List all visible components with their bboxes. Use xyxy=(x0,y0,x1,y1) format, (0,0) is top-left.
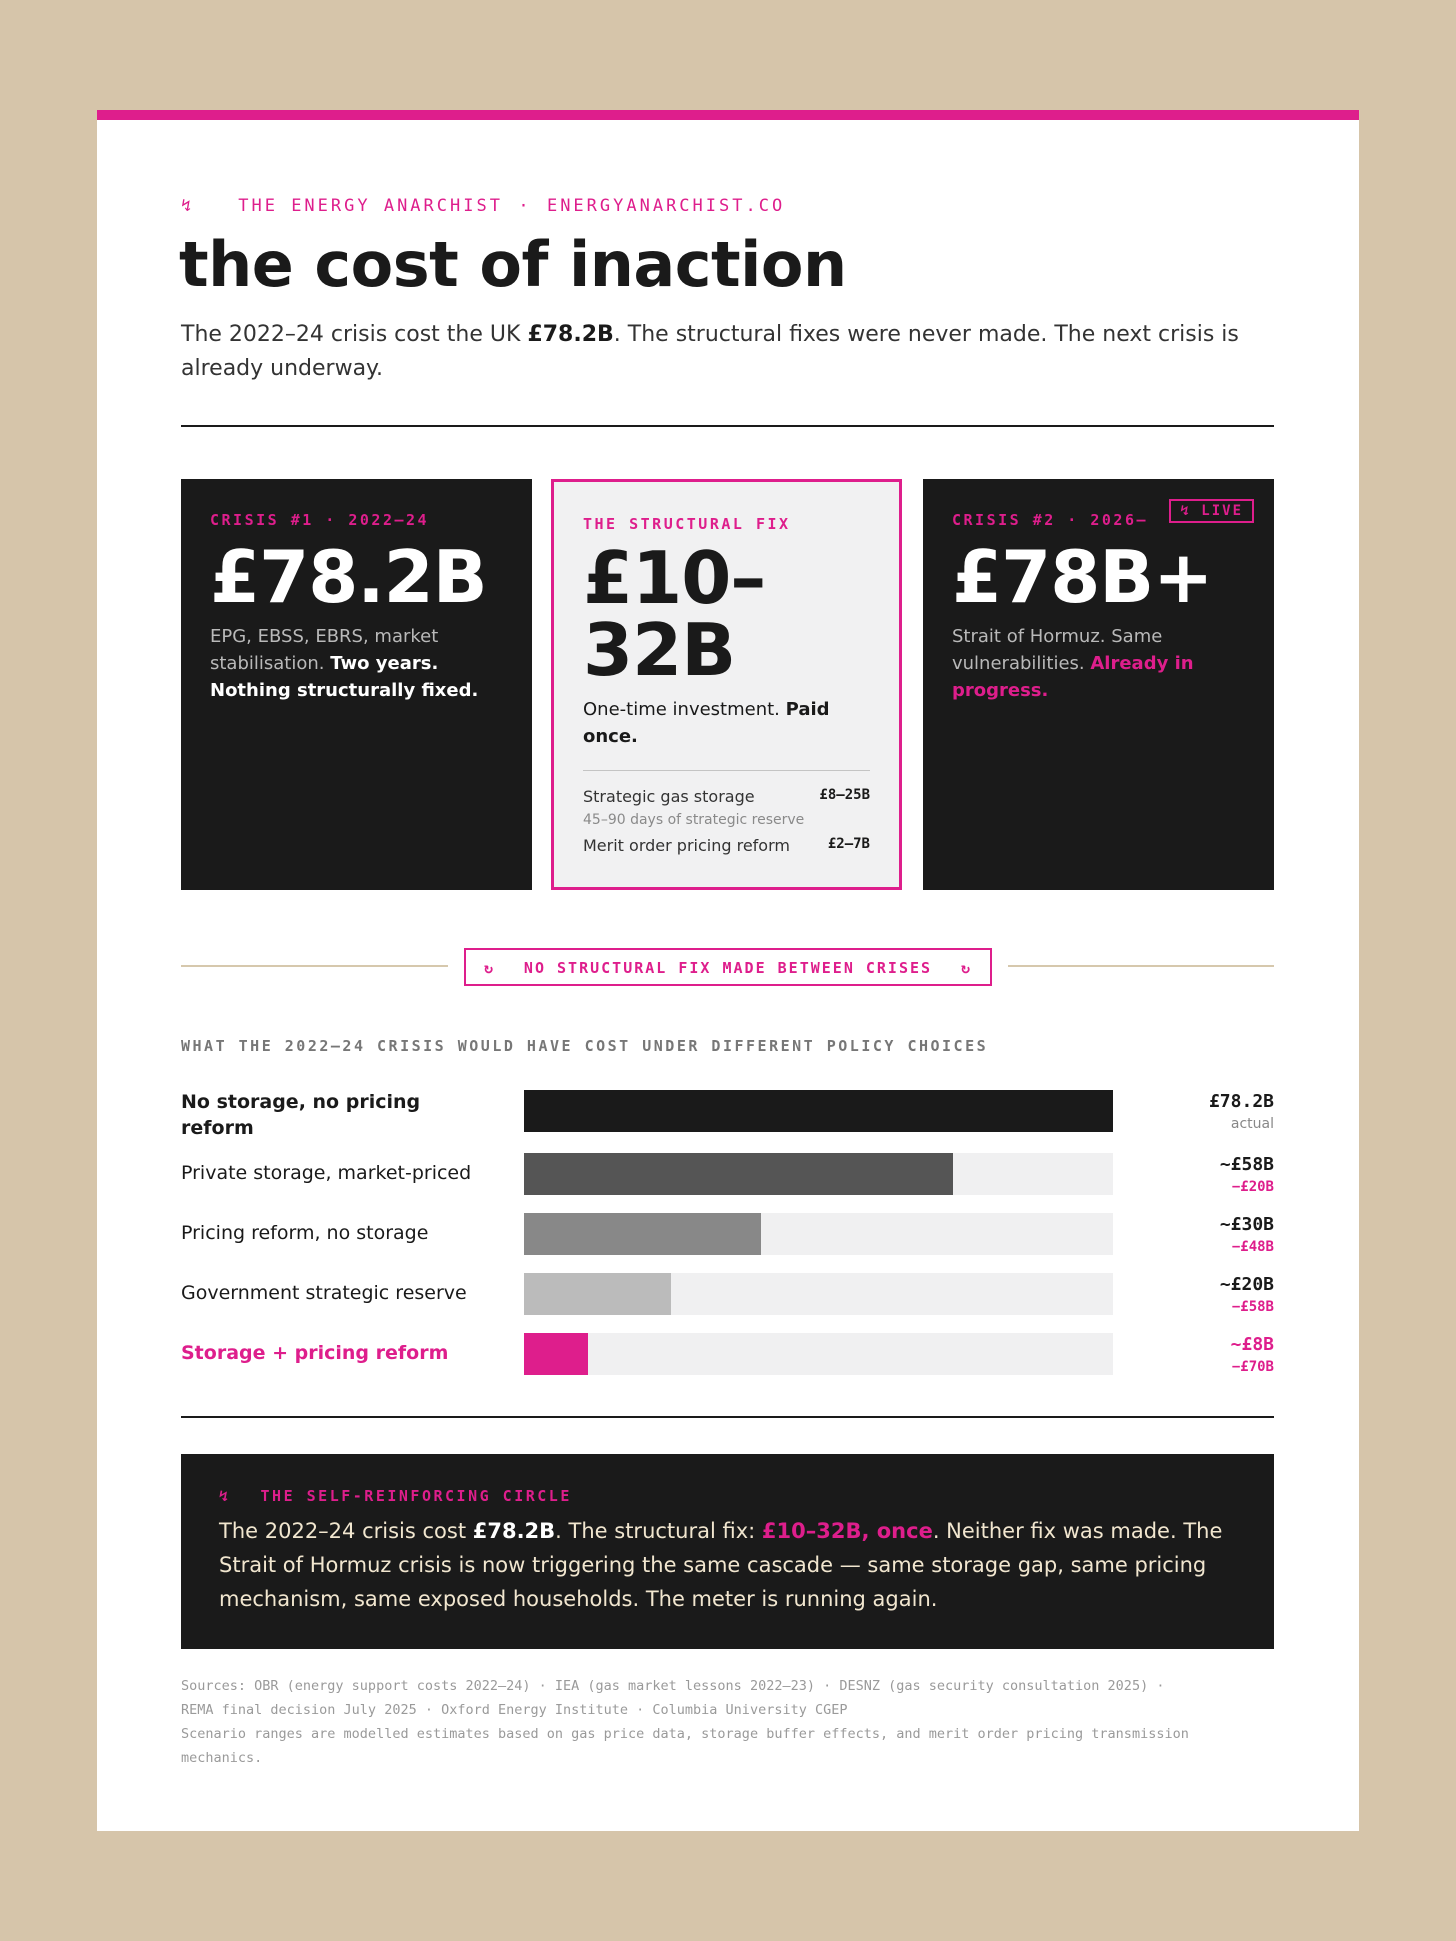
bar-track xyxy=(524,1273,1113,1315)
bar xyxy=(524,1273,671,1315)
callout-kicker xyxy=(219,1487,572,1505)
bar xyxy=(524,1333,588,1375)
self-reinforcing-callout xyxy=(181,1454,1274,1649)
fix-divider xyxy=(583,770,870,771)
bar-label: Pricing reform, no storage xyxy=(181,1222,429,1244)
fix-item-label: Merit order pricing reform xyxy=(583,836,790,855)
bar-track xyxy=(524,1213,1113,1255)
fix-item-pricing xyxy=(583,836,870,855)
page-title: the cost of inaction xyxy=(179,228,847,301)
fix-desc-emphasis: Paid once. xyxy=(583,699,830,747)
divider-line-left xyxy=(181,965,448,967)
callout-body xyxy=(219,1514,1249,1616)
sources-line-3: Scenario ranges are modelled estimates based on gas price data, storage buffer effects, and merit order pricing transmission mechanics. xyxy=(181,1726,1189,1766)
bar-sub-label: −£58B xyxy=(1231,1299,1274,1315)
bar-sub-label: −£20B xyxy=(1231,1179,1274,1195)
page-lede xyxy=(181,318,1281,386)
callout-text-2: . The structural fix: xyxy=(555,1519,762,1543)
bar-sub-label: actual xyxy=(1230,1116,1274,1132)
fix-desc-text: One-time investment. xyxy=(583,699,786,720)
bar-track xyxy=(524,1153,1113,1195)
no-fix-banner xyxy=(464,948,992,986)
chart-title: WHAT THE 2022–24 CRISIS WOULD HAVE COST UNDER DIFFERENT POLICY CHOICES xyxy=(181,1037,989,1055)
no-fix-banner-label: NO STRUCTURAL FIX MADE BETWEEN CRISES xyxy=(523,959,933,977)
callout-kicker-text: THE SELF-REINFORCING CIRCLE xyxy=(260,1487,572,1505)
lede-amount: £78.2B xyxy=(527,322,614,347)
fix-amount-line-1: £10– xyxy=(583,536,766,620)
infographic-page xyxy=(97,110,1359,1831)
bar-value-label: £78.2B xyxy=(1208,1091,1274,1112)
bar-sub-label: −£48B xyxy=(1231,1239,1274,1255)
bar-track xyxy=(524,1090,1113,1132)
live-badge: ↯ LIVE xyxy=(1169,499,1254,523)
divider-rule-bottom xyxy=(181,1416,1274,1418)
brand-separator: · xyxy=(518,196,532,216)
lede-text-2: . The structural fixes were never made. The next crisis is already underway. xyxy=(181,322,1239,381)
bar-label: Storage + pricing reform xyxy=(181,1342,449,1364)
callout-fix-amount: £10–32B, once xyxy=(761,1519,933,1543)
crisis-1-amount: £78.2B xyxy=(210,535,487,619)
bar-label: Private storage, market-priced xyxy=(181,1162,472,1184)
fix-item-note: 45–90 days of strategic reserve xyxy=(583,812,805,828)
brand-name: THE ENERGY ANARCHIST xyxy=(238,196,503,216)
bar-label: No storage, no pricing reform xyxy=(181,1091,421,1139)
cycle-icon: ↻ xyxy=(484,959,496,977)
crisis-2-card xyxy=(923,479,1274,890)
accent-top-bar xyxy=(97,110,1359,120)
callout-text-3: . Neither fix was made. The Strait of Hormuz crisis is now triggering the same cascade — same storage gap, same pricing mechanism, same exposed households. The meter is running again. xyxy=(219,1519,1223,1611)
crisis-2-kicker: CRISIS #2 · 2026– xyxy=(952,511,1149,529)
crisis-2-desc-emphasis: Already in progress. xyxy=(952,653,1194,701)
crisis-1-card xyxy=(181,479,532,890)
brand-line xyxy=(181,196,785,216)
crisis-1-desc-emphasis: Two years. Nothing structurally fixed. xyxy=(210,653,479,701)
crisis-2-description xyxy=(952,623,1242,704)
crisis-1-desc-text: EPG, EBSS, EBRS, market stabilisation. xyxy=(210,626,439,674)
structural-fix-card xyxy=(551,479,902,890)
fix-amount xyxy=(583,536,766,692)
callout-text-1: The 2022–24 crisis cost xyxy=(219,1519,473,1543)
callout-amount: £78.2B xyxy=(472,1519,556,1543)
crisis-1-description xyxy=(210,623,500,704)
bar xyxy=(524,1090,1113,1132)
sources-line-2: REMA final decision July 2025 · Oxford Energy Institute · Columbia University CGEP xyxy=(181,1702,848,1718)
brand-url: ENERGYANARCHIST.CO xyxy=(546,196,786,216)
fix-item-storage xyxy=(583,787,870,806)
fix-amount-line-2: 32B xyxy=(583,608,736,692)
bar-value-label: ~£58B xyxy=(1219,1154,1274,1175)
fix-description xyxy=(583,696,873,750)
divider-rule-top xyxy=(181,425,1274,427)
bar-value-label: ~£30B xyxy=(1219,1214,1274,1235)
fix-kicker: THE STRUCTURAL FIX xyxy=(583,515,791,533)
fix-item-value: £2–7B xyxy=(827,836,870,852)
bar xyxy=(524,1213,761,1255)
fix-item-label: Strategic gas storage xyxy=(583,787,755,806)
bar xyxy=(524,1153,953,1195)
bar-value-label: ~£20B xyxy=(1219,1274,1274,1295)
divider-line-right xyxy=(1008,965,1274,967)
bar-track xyxy=(524,1333,1113,1375)
bolt-icon: ↯ xyxy=(181,196,195,216)
crisis-2-amount: £78B+ xyxy=(952,535,1213,619)
fix-item-value: £8–25B xyxy=(819,787,870,803)
cycle-icon: ↻ xyxy=(960,959,972,977)
crisis-2-desc-text: Strait of Hormuz. Same vulnerabilities. xyxy=(952,626,1163,674)
bolt-icon: ↯ xyxy=(219,1487,231,1505)
bar-sub-label: −£70B xyxy=(1231,1359,1274,1375)
bar-value-label: ~£8B xyxy=(1230,1334,1274,1355)
sources-footnote xyxy=(181,1674,1274,1770)
crisis-1-kicker: CRISIS #1 · 2022–24 xyxy=(210,511,430,529)
sources-line-1: Sources: OBR (energy support costs 2022–24) · IEA (gas market lessons 2022–23) · DESNZ (gas security consultation 2025) · xyxy=(181,1678,1165,1694)
lede-text-1: The 2022–24 crisis cost the UK xyxy=(181,322,528,347)
bar-label: Government strategic reserve xyxy=(181,1282,467,1304)
